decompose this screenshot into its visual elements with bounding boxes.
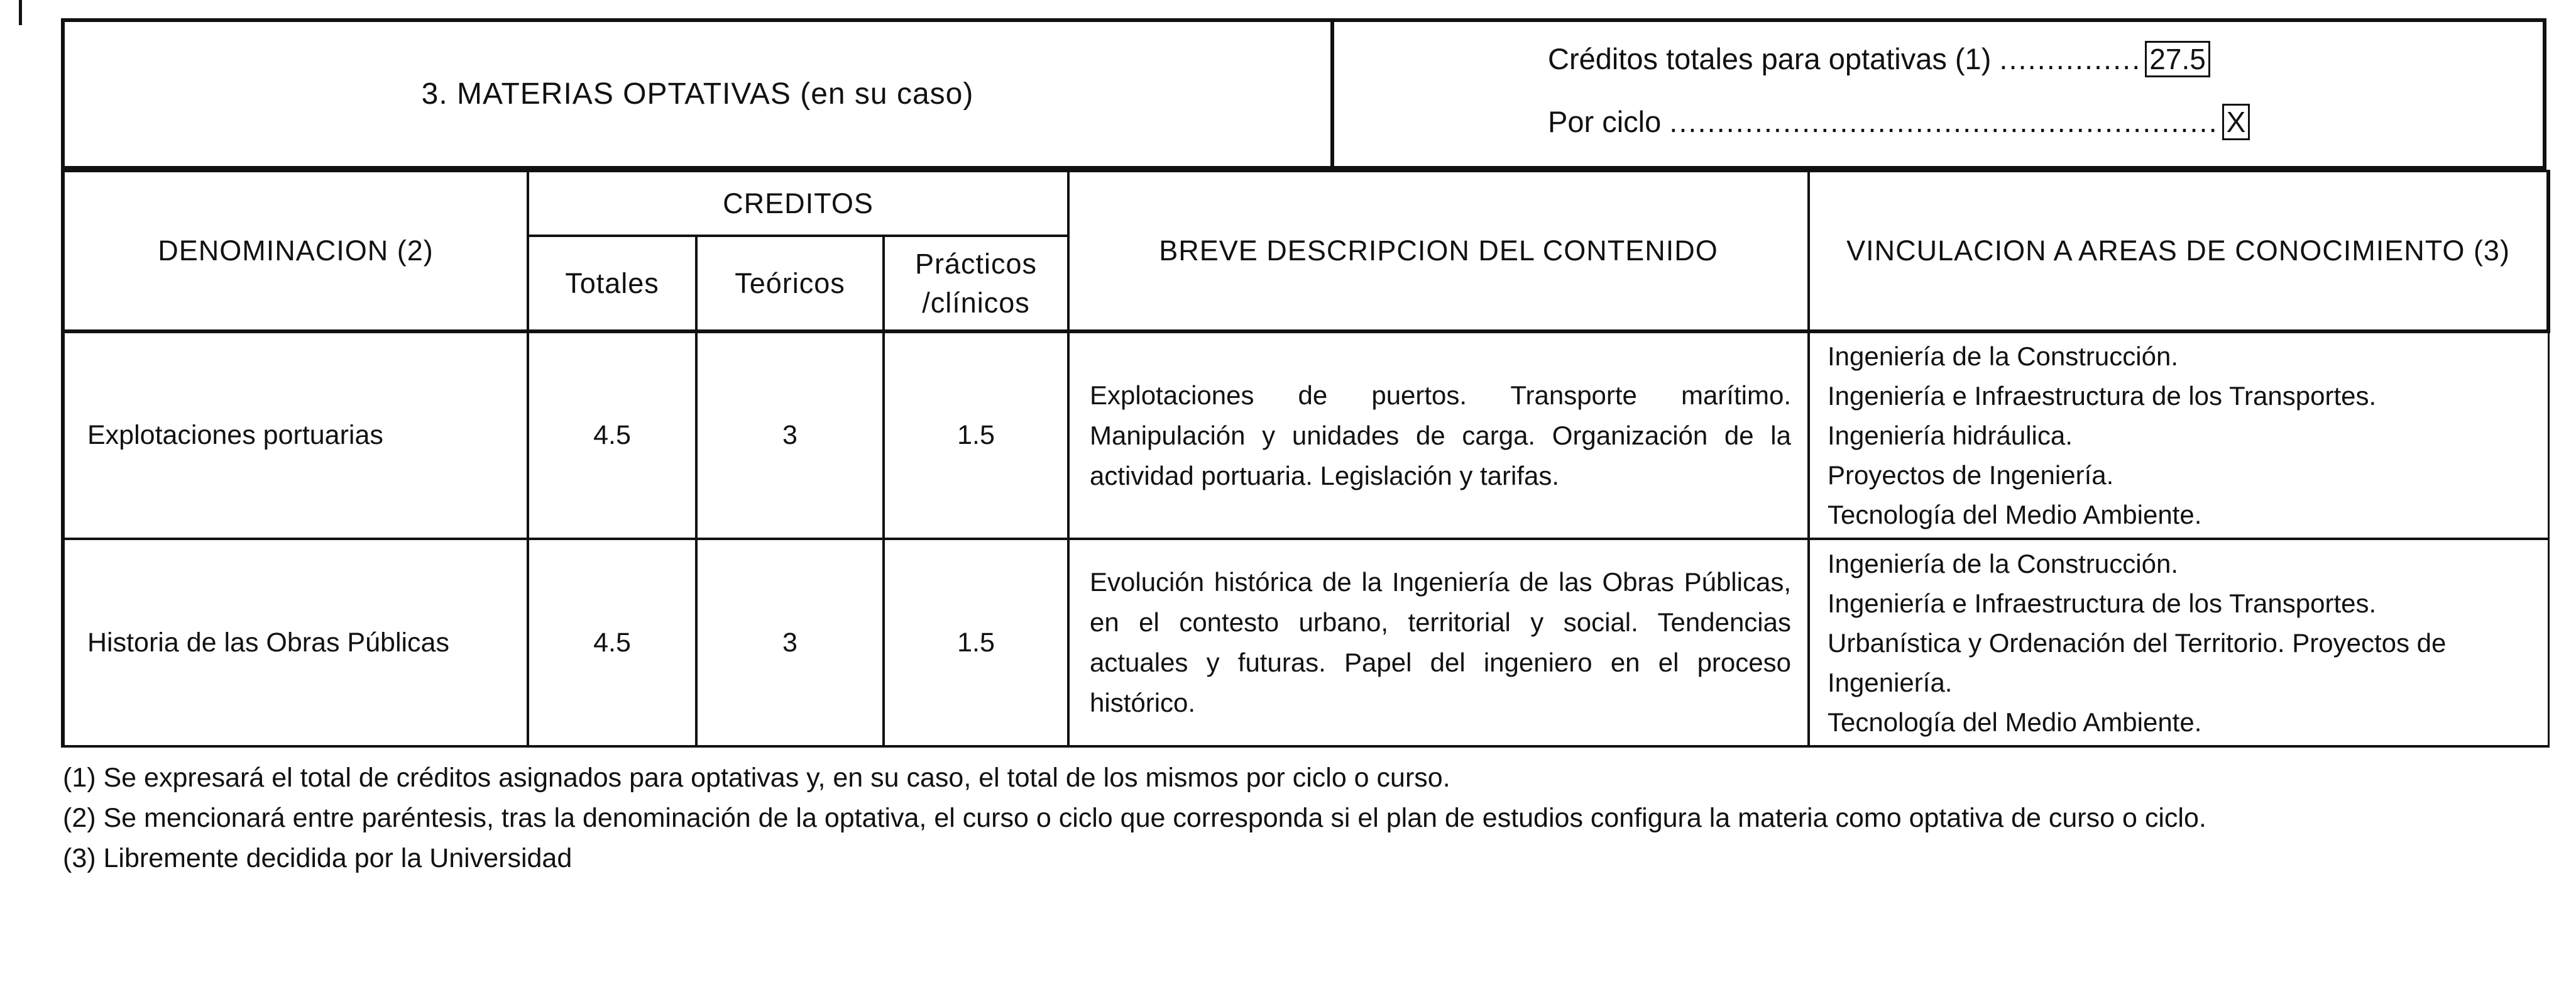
area-item: Tecnología del Medio Ambiente.: [1828, 707, 2202, 737]
scan-mark: [19, 0, 22, 25]
footnote-2: (2) Se mencionará entre paréntesis, tras la denominación de la optativa, el curso o ciclo que corresponda si el plan de estudios configura la materia como optativa de curso o ciclo.: [63, 803, 2206, 833]
total-credits-label: Créditos totales para optativas (1): [1548, 42, 1992, 75]
total-credits-line: [1548, 41, 2210, 77]
area-item: Ingeniería de la Construcción.: [1828, 341, 2178, 371]
area-item: Proyectos de Ingeniería.: [1828, 460, 2114, 490]
cycle-line: [1548, 104, 2250, 140]
header-creditos: CREDITOS: [528, 171, 1068, 236]
total-credits-dots: ...............: [1999, 42, 2142, 75]
area-item: Ingeniería de la Construcción.: [1828, 548, 2178, 578]
header-totales: Totales: [528, 236, 696, 331]
header-denominacion: DENOMINACION (2): [63, 171, 528, 331]
subject-description: Evolución histórica de la Ingeniería de las Obras Públicas, en el contesto urbano, territorial y social. Tendencias actuales y futuras. Papel del ingeniero en el proceso histórico.: [1068, 539, 1809, 746]
cycle-dots: ..........................................................: [1669, 105, 2218, 138]
credits-summary: [1334, 22, 2543, 166]
table-row: [63, 539, 2548, 746]
section-title: 3. MATERIAS OPTATIVAS (en su caso): [65, 22, 1334, 166]
area-item: Ingeniería e Infraestructura de los Transportes.: [1828, 588, 2377, 618]
header-teoricos: Teóricos: [696, 236, 884, 331]
credits-totales: 4.5: [528, 331, 696, 539]
area-item: Ingeniería hidráulica.: [1828, 421, 2073, 450]
optional-subjects-table: [61, 170, 2550, 748]
header-practicos-line1: Prácticos: [914, 247, 1038, 280]
header-vinculacion: VINCULACION A AREAS DE CONOCIMIENTO (3): [1809, 171, 2548, 331]
credits-teoricos: 3: [696, 539, 884, 746]
credits-teoricos: 3: [696, 331, 884, 539]
footnotes: [63, 758, 2206, 878]
credits-practicos: 1.5: [884, 331, 1068, 539]
area-item: Tecnología del Medio Ambiente.: [1828, 500, 2202, 529]
subject-description: Explotaciones de puertos. Transporte marítimo. Manipulación y unidades de carga. Organización de la actividad portuaria. Legislación y tarifas.: [1068, 331, 1809, 539]
total-credits-value: 27.5: [2145, 41, 2210, 77]
subject-name: Explotaciones portuarias: [63, 331, 528, 539]
header-box: [61, 18, 2546, 170]
header-descripcion: BREVE DESCRIPCION DEL CONTENIDO: [1068, 171, 1809, 331]
cycle-value: X: [2222, 104, 2250, 140]
area-item: Ingeniería.: [1828, 667, 1953, 697]
header-practicos-line2: /clínicos: [922, 286, 1030, 319]
footnote-1: (1) Se expresará el total de créditos asignados para optativas y, en su caso, el total de los mismos por ciclo o curso.: [63, 763, 1450, 793]
subject-name: Historia de las Obras Públicas: [63, 539, 528, 746]
knowledge-areas: [1809, 331, 2548, 539]
knowledge-areas: [1809, 539, 2548, 746]
credits-practicos: 1.5: [884, 539, 1068, 746]
area-item: Urbanística y Ordenación del Territorio. Proyectos de: [1828, 627, 2447, 658]
credits-totales: 4.5: [528, 539, 696, 746]
footnote-3: (3) Libremente decidida por la Universidad: [63, 843, 573, 873]
cycle-label: Por ciclo: [1548, 105, 1662, 138]
area-item: Ingeniería e Infraestructura de los Transportes.: [1828, 381, 2377, 411]
table-row: [63, 331, 2548, 539]
header-practicos: [884, 236, 1068, 331]
